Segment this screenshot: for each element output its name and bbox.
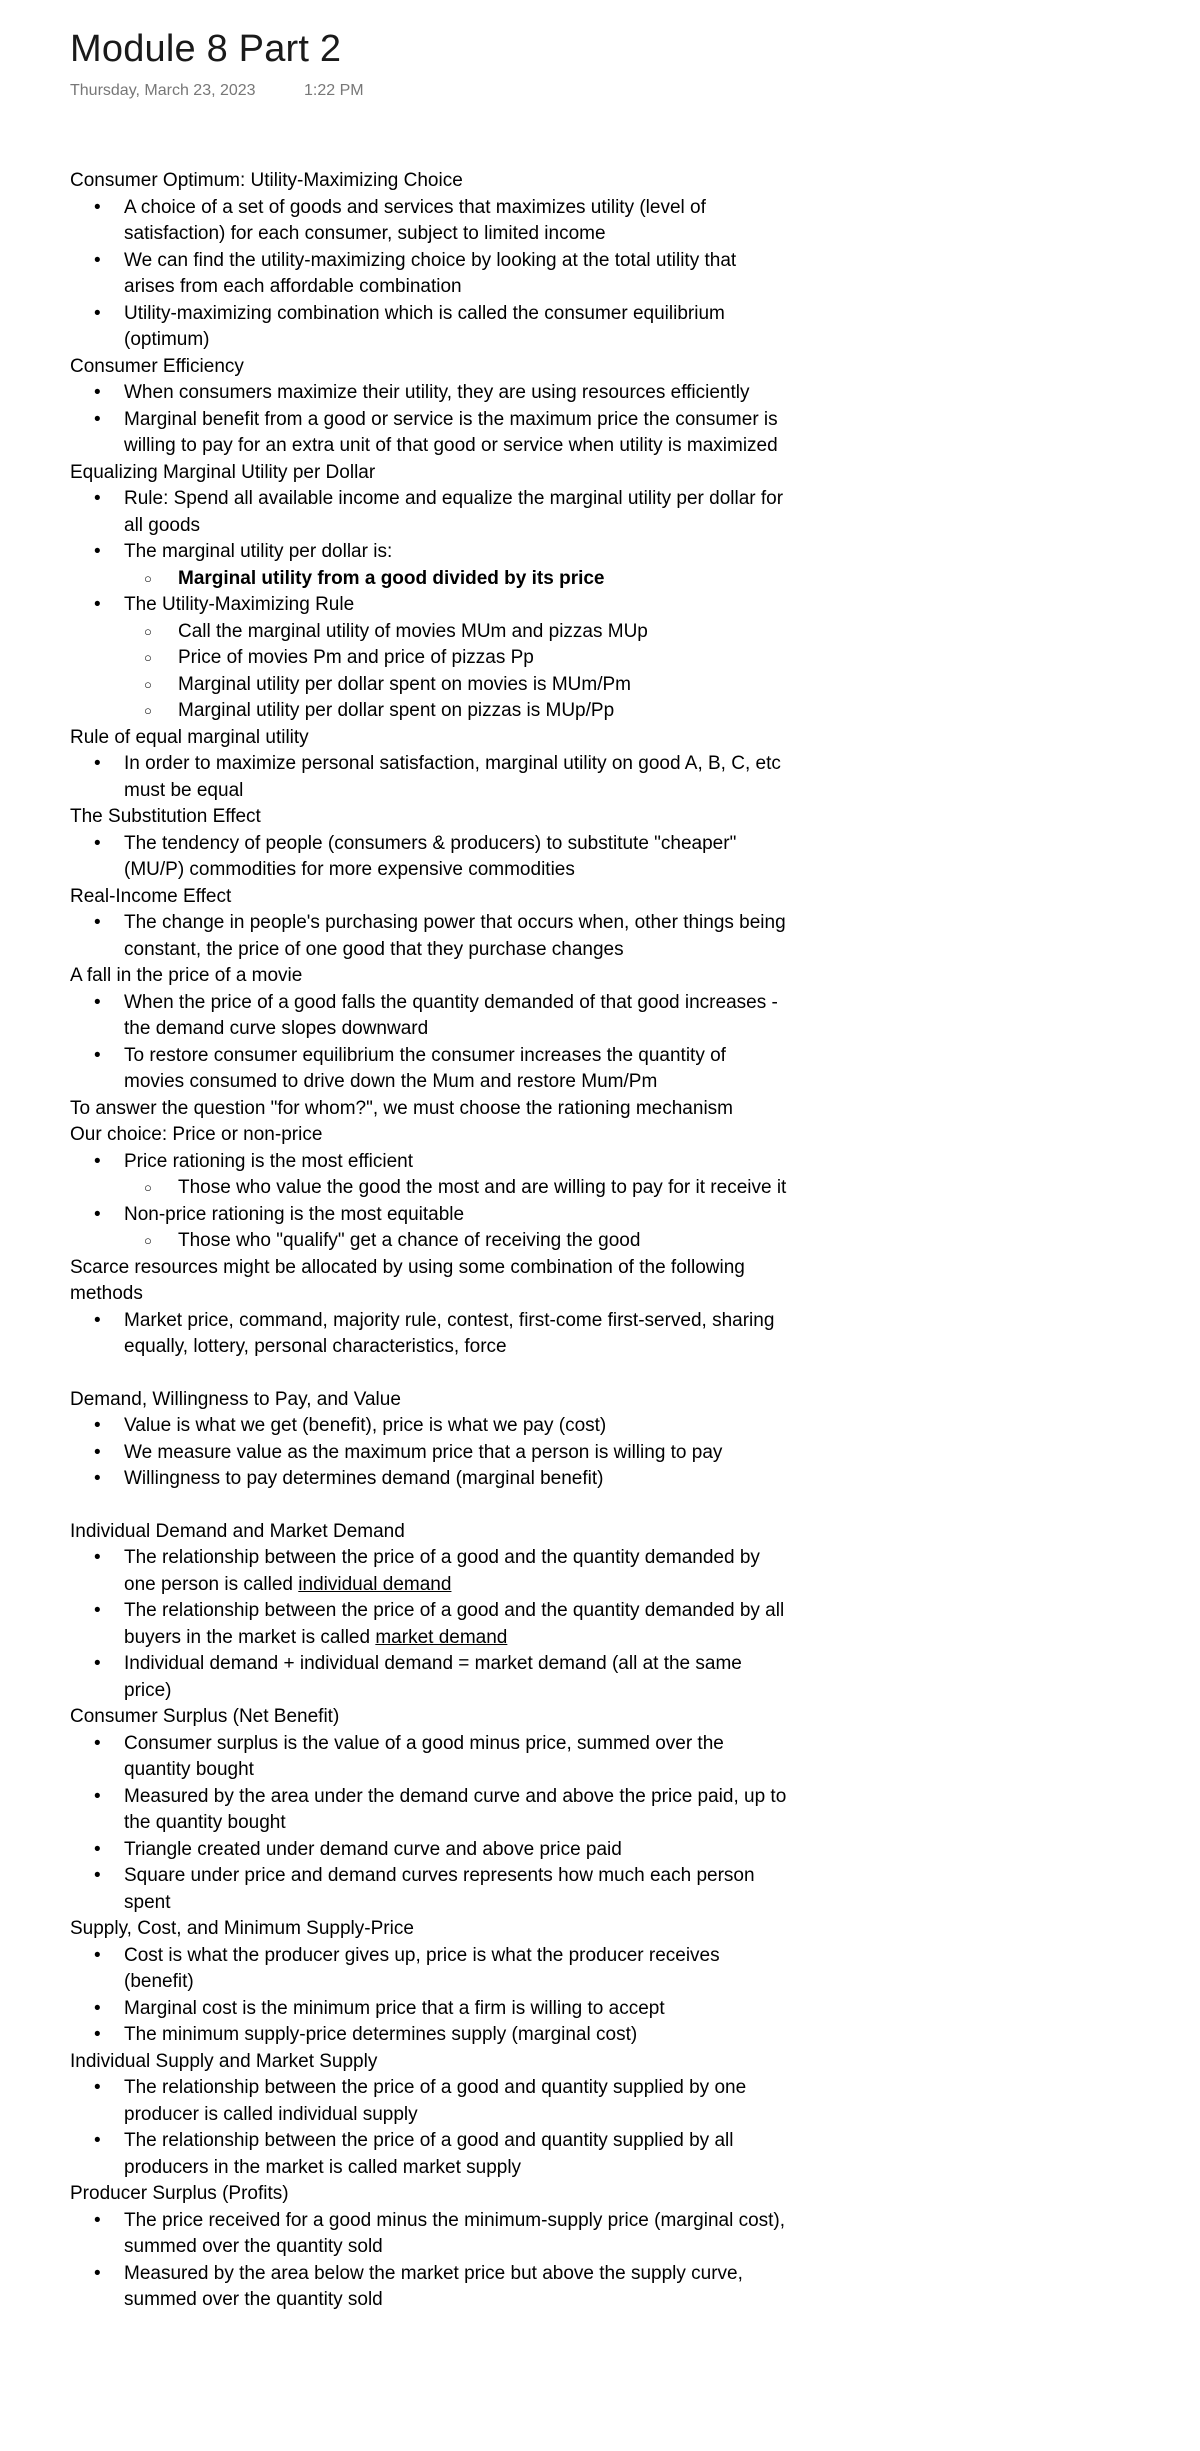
- page-metadata: [70, 82, 364, 100]
- sub-list-item: ○ Marginal utility per dollar spent on pizzas is MUp/Pp: [124, 698, 790, 725]
- page-time: 1:22 PM: [304, 82, 364, 99]
- page-title[interactable]: Module 8 Part 2: [70, 28, 342, 70]
- list-item-text: The marginal utility per dollar is:: [124, 541, 393, 562]
- list-item: • Consumer surplus is the value of a good minus price, summed over the quantity bought: [70, 1731, 790, 1784]
- bullet-list: [70, 1731, 790, 1917]
- list-item: • Cost is what the producer gives up, price is what the producer receives (benefit): [70, 1943, 790, 1996]
- list-item: [70, 1545, 790, 1598]
- list-item: • Utility-maximizing combination which is called the consumer equilibrium (optimum): [70, 301, 790, 354]
- bullet-list: [70, 910, 790, 963]
- note-body[interactable]: [70, 168, 790, 2314]
- list-item: • Value is what we get (benefit), price is what we pay (cost): [70, 1413, 790, 1440]
- list-item: • The change in people's purchasing power that occurs when, other things being constant, the price of one good that they purchase changes: [70, 910, 790, 963]
- list-item: • We can find the utility-maximizing choice by looking at the total utility that arises from each affordable combination: [70, 248, 790, 301]
- blank-line: [70, 1361, 790, 1387]
- list-item: • Square under price and demand curves represents how much each person spent: [70, 1863, 790, 1916]
- section-heading: Consumer Surplus (Net Benefit): [70, 1706, 340, 1727]
- section-heading: The Substitution Effect: [70, 806, 261, 827]
- sub-list: [124, 1175, 790, 1202]
- section-heading: Rule of equal marginal utility: [70, 726, 309, 748]
- list-item: • Marginal cost is the minimum price that a firm is willing to accept: [70, 1996, 790, 2023]
- section-heading: Demand, Willingness to Pay, and Value: [70, 1388, 401, 1410]
- list-item: • To restore consumer equilibrium the consumer increases the quantity of movies consumed to drive down the Mum and restore Mum/Pm: [70, 1043, 790, 1096]
- sub-list: [124, 1228, 790, 1255]
- sub-list-item: ○ Marginal utility per dollar spent on movies is MUm/Pm: [124, 672, 790, 699]
- bullet-list: [70, 2075, 790, 2181]
- section-heading: Individual Demand and Market Demand: [70, 1520, 405, 1542]
- section-heading: Our choice: Price or non-price: [70, 1124, 323, 1145]
- list-item: • In order to maximize personal satisfaction, marginal utility on good A, B, C, etc must be equal: [70, 751, 790, 804]
- bullet-list: [70, 990, 790, 1096]
- sub-list: [124, 619, 790, 725]
- bullet-list: [70, 1943, 790, 2049]
- list-item: [70, 539, 790, 592]
- sub-list: [124, 566, 790, 593]
- page-date: Thursday, March 23, 2023: [70, 82, 256, 99]
- list-item-text: The relationship between the price of a good and the quantity demanded by all buyers in the market is called: [124, 1600, 785, 1648]
- list-item-text: The Utility-Maximizing Rule: [124, 594, 355, 615]
- bullet-list: [70, 380, 790, 460]
- list-item-text: Price rationing is the most efficient: [124, 1150, 414, 1172]
- list-item: • The minimum supply-price determines supply (marginal cost): [70, 2022, 790, 2049]
- list-item: • We measure value as the maximum price that a person is willing to pay: [70, 1440, 790, 1467]
- list-item: • Measured by the area below the market price but above the supply curve, summed over the quantity sold: [70, 2261, 790, 2314]
- list-item: • Measured by the area under the demand curve and above the price paid, up to the quantity bought: [70, 1784, 790, 1837]
- list-item: • The relationship between the price of a good and quantity supplied by all producers in the market is called market supply: [70, 2128, 790, 2181]
- list-item: • The tendency of people (consumers & producers) to substitute "cheaper" (MU/P) commodities for more expensive commodities: [70, 831, 790, 884]
- list-item-text: Non-price rationing is the most equitable: [124, 1203, 465, 1225]
- sub-list-item: ○ Those who "qualify" get a chance of receiving the good: [124, 1228, 790, 1255]
- sub-list-item: ○ Marginal utility from a good divided by its price: [124, 566, 790, 593]
- bullet-list: [70, 2208, 790, 2314]
- sub-list-item: ○ Price of movies Pm and price of pizzas Pp: [124, 645, 790, 672]
- bullet-list: [70, 1149, 790, 1255]
- bullet-list: [70, 1545, 790, 1704]
- list-item: • Rule: Spend all available income and equalize the marginal utility per dollar for all goods: [70, 486, 790, 539]
- section-heading: Individual Supply and Market Supply: [70, 2050, 378, 2072]
- sub-list-item: ○ Those who value the good the most and are willing to pay for it receive it: [124, 1175, 790, 1202]
- list-item: [70, 1149, 790, 1202]
- section-heading: Consumer Optimum: Utility-Maximizing Choice: [70, 170, 463, 191]
- list-item: • Willingness to pay determines demand (marginal benefit): [70, 1466, 790, 1493]
- section-heading: Supply, Cost, and Minimum Supply-Price: [70, 1918, 414, 1939]
- list-item: • Individual demand + individual demand = market demand (all at the same price): [70, 1651, 790, 1704]
- list-item: • When consumers maximize their utility, they are using resources efficiently: [70, 380, 790, 407]
- list-item: • Triangle created under demand curve and above price paid: [70, 1837, 790, 1864]
- list-item: • Market price, command, majority rule, contest, first-come first-served, sharing equally, lottery, personal characteristics, force: [70, 1308, 790, 1361]
- blank-line: [70, 1493, 790, 1519]
- section-heading: Equalizing Marginal Utility per Dollar: [70, 461, 376, 483]
- underlined-term: individual demand: [298, 1573, 452, 1595]
- section-heading: To answer the question "for whom?", we must choose the rationing mechanism: [70, 1097, 733, 1119]
- bullet-list: [70, 831, 790, 884]
- section-heading: Scarce resources might be allocated by using some combination of the following methods: [70, 1256, 745, 1304]
- section-heading: Consumer Efficiency: [70, 355, 244, 377]
- underlined-term: market demand: [375, 1626, 508, 1648]
- section-heading: Producer Surplus (Profits): [70, 2183, 289, 2204]
- bullet-list: [70, 1413, 790, 1493]
- list-item: • The price received for a good minus the minimum-supply price (marginal cost), summed over the quantity sold: [70, 2208, 790, 2261]
- list-item: [70, 1598, 790, 1651]
- list-item: • When the price of a good falls the quantity demanded of that good increases - the demand curve slopes downward: [70, 990, 790, 1043]
- list-item: [70, 1202, 790, 1255]
- sub-list-item: ○ Call the marginal utility of movies MUm and pizzas MUp: [124, 619, 790, 646]
- bullet-list: [70, 195, 790, 354]
- bullet-list: [70, 1308, 790, 1361]
- section-heading: Real-Income Effect: [70, 885, 232, 907]
- list-item: [70, 592, 790, 725]
- list-item: • A choice of a set of goods and services that maximizes utility (level of satisfaction) for each consumer, subject to limited income: [70, 195, 790, 248]
- list-item: • The relationship between the price of a good and quantity supplied by one producer is called individual supply: [70, 2075, 790, 2128]
- bullet-list: [70, 751, 790, 804]
- list-item: • Marginal benefit from a good or service is the maximum price the consumer is willing to pay for an extra unit of that good or service when utility is maximized: [70, 407, 790, 460]
- list-item-text: The relationship between the price of a good and the quantity demanded by one person is called: [124, 1547, 760, 1595]
- section-heading: A fall in the price of a movie: [70, 965, 303, 986]
- bullet-list: [70, 486, 790, 725]
